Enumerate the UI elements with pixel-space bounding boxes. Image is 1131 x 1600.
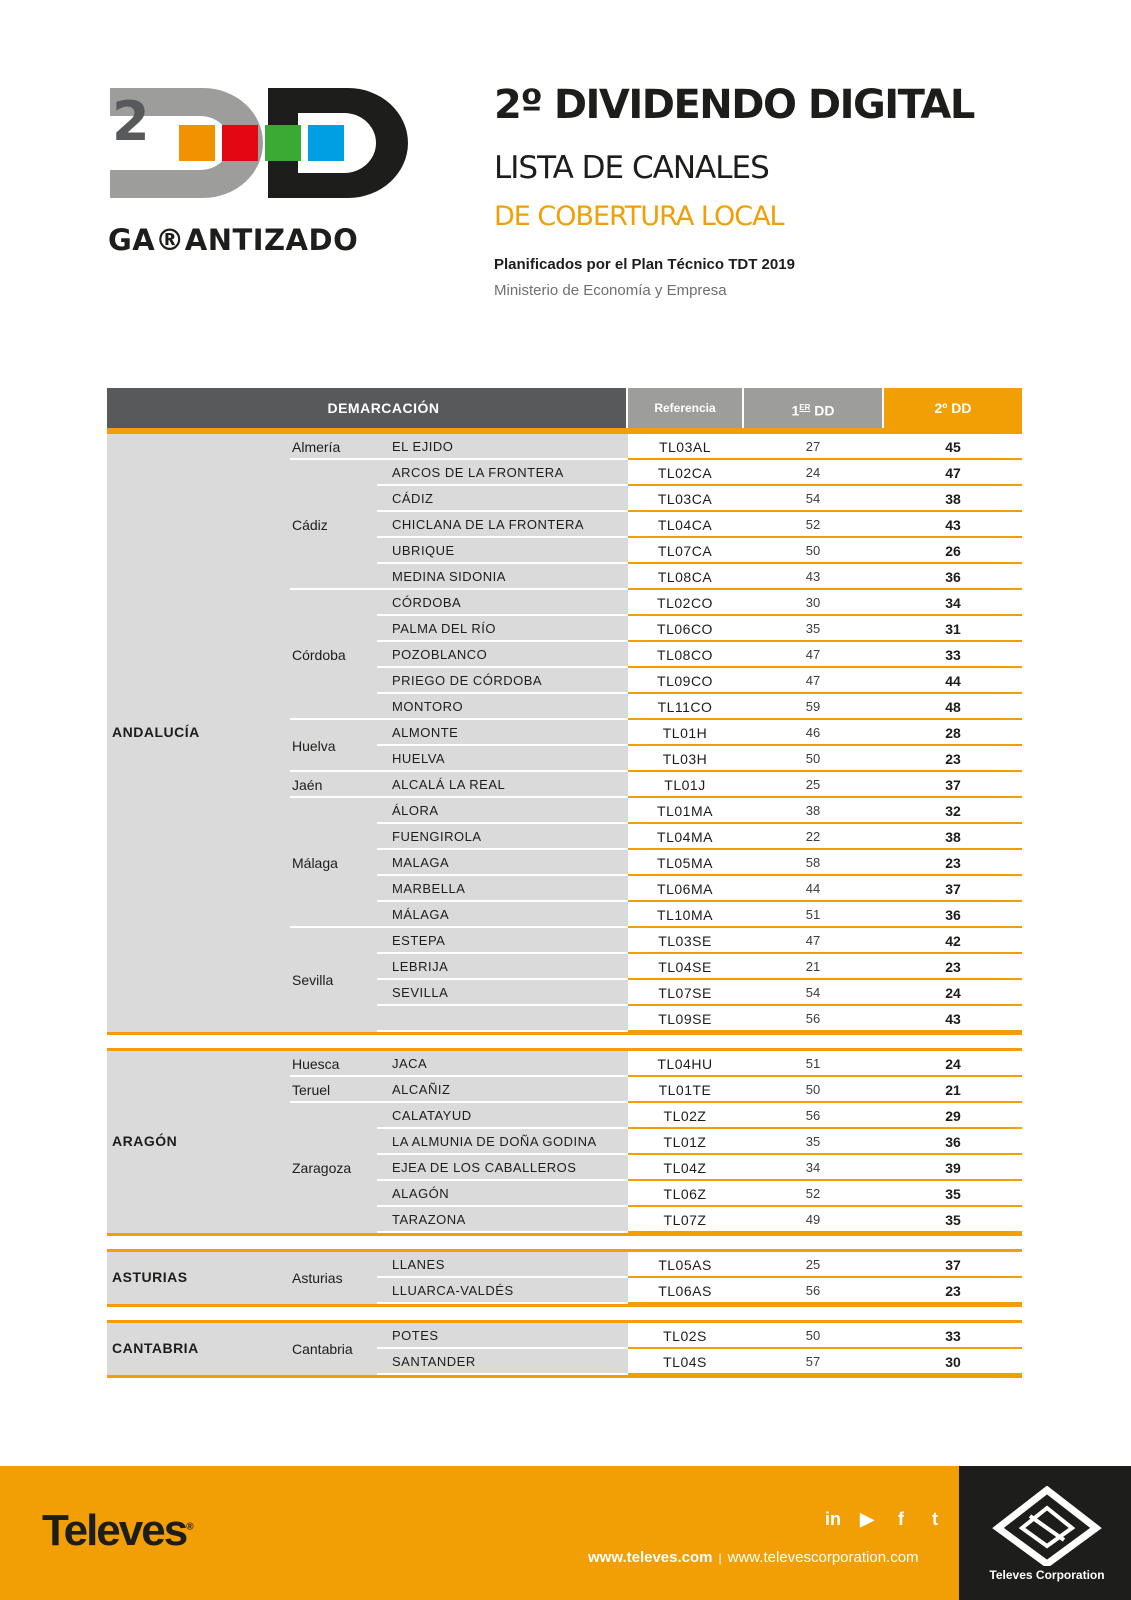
- table-row: [107, 1323, 1022, 1349]
- first-dd-channel: 52: [805, 1186, 821, 1201]
- reference-code: TL06Z: [663, 1186, 707, 1202]
- reference-code: TL04HU: [657, 1056, 713, 1072]
- reference-code: TL04SE: [658, 959, 712, 975]
- row-divider: [628, 484, 1022, 486]
- province-name: Málaga: [292, 855, 338, 871]
- second-dd-channel: 43: [945, 517, 961, 533]
- row-divider: [628, 666, 1022, 668]
- row-divider: [628, 1179, 1022, 1181]
- city-name: MONTORO: [392, 699, 464, 714]
- table-row: [107, 1051, 1022, 1077]
- second-dd-channel: 39: [945, 1160, 961, 1176]
- table-row: [107, 1207, 1022, 1233]
- city-name: MEDINA SIDONIA: [392, 569, 506, 584]
- reference-code: TL06MA: [657, 881, 713, 897]
- second-dd-channel: 37: [945, 1257, 961, 1273]
- second-dd-channel: 48: [945, 699, 961, 715]
- second-dd-channel: 37: [945, 777, 961, 793]
- row-divider: [628, 822, 1022, 824]
- second-dd-channel: 28: [945, 725, 961, 741]
- row-divider: [628, 536, 1022, 538]
- header-referencia: Referencia: [628, 388, 742, 428]
- table-row: [107, 590, 1022, 616]
- second-dd-channel: 23: [945, 1283, 961, 1299]
- region-group: [107, 1320, 1022, 1378]
- televescorporation-url[interactable]: www.televescorporation.com: [727, 1549, 919, 1566]
- first-dd-channel: 47: [805, 933, 821, 948]
- city-name: TARAZONA: [392, 1212, 466, 1227]
- table-row: [107, 902, 1022, 928]
- city-name: LA ALMUNIA DE DOÑA GODINA: [392, 1134, 597, 1149]
- table-row: [107, 850, 1022, 876]
- city-name: ALCAÑIZ: [392, 1082, 451, 1097]
- first-dd-channel: 50: [805, 543, 821, 558]
- table-body: [107, 431, 1022, 1378]
- second-dd-channel: 33: [945, 1328, 961, 1344]
- row-divider: [628, 770, 1022, 772]
- second-dd-channel: 47: [945, 465, 961, 481]
- row-divider: [628, 1127, 1022, 1129]
- reference-code: TL09SE: [658, 1011, 712, 1027]
- province-name: Zaragoza: [292, 1160, 352, 1176]
- table-row: [107, 1252, 1022, 1278]
- row-divider: [628, 458, 1022, 460]
- second-dd-channel: 23: [945, 751, 961, 767]
- table-row: [107, 980, 1022, 1006]
- header-first-dd: 1ER DD: [744, 388, 882, 428]
- row-divider: [628, 510, 1022, 512]
- province-name: Cantabria: [292, 1341, 353, 1357]
- row-divider: [628, 1101, 1022, 1103]
- second-dd-channel: 23: [945, 959, 961, 975]
- table-row: [107, 512, 1022, 538]
- table-row: [107, 1278, 1022, 1304]
- reference-code: TL01MA: [657, 803, 713, 819]
- city-name: ALMONTE: [392, 725, 459, 740]
- reference-code: TL04CA: [657, 517, 713, 533]
- first-dd-channel: 56: [805, 1011, 821, 1026]
- row-divider: [628, 640, 1022, 642]
- city-name: SEVILLA: [392, 985, 449, 1000]
- reference-code: TL08CA: [657, 569, 713, 585]
- region-group: [107, 1048, 1022, 1236]
- channel-table: [107, 388, 1022, 1378]
- province-name: Asturias: [292, 1270, 343, 1286]
- row-divider: [628, 926, 1022, 928]
- second-dd-channel: 21: [945, 1082, 961, 1098]
- row-divider: [628, 978, 1022, 980]
- city-name: ARCOS DE LA FRONTERA: [392, 465, 564, 480]
- row-divider: [628, 1373, 1022, 1375]
- row-divider: [628, 848, 1022, 850]
- city-name: CALATAYUD: [392, 1108, 472, 1123]
- twitter-icon[interactable]: t: [932, 1509, 938, 1529]
- blue-square: [308, 125, 344, 161]
- region-group: [107, 431, 1022, 1035]
- city-name: ALCALÁ LA REAL: [392, 777, 506, 792]
- table-row: [107, 746, 1022, 772]
- first-dd-channel: 44: [805, 881, 821, 896]
- second-dd-channel: 38: [945, 829, 961, 845]
- reference-code: TL03CA: [657, 491, 713, 507]
- region-name: CANTABRIA: [112, 1340, 199, 1356]
- second-dd-channel: 36: [945, 569, 961, 585]
- table-row: [107, 616, 1022, 642]
- table-row: [107, 642, 1022, 668]
- reference-code: TL10MA: [657, 907, 713, 923]
- youtube-icon[interactable]: ▶: [860, 1509, 874, 1529]
- city-name: LLANES: [392, 1257, 445, 1272]
- first-dd-channel: 54: [805, 985, 821, 1000]
- first-dd-channel: 50: [805, 1082, 821, 1097]
- second-dd-channel: 38: [945, 491, 961, 507]
- row-divider: [628, 1276, 1022, 1278]
- city-name: EL EJIDO: [392, 439, 454, 454]
- province-name: Sevilla: [292, 972, 334, 988]
- red-square: [222, 125, 258, 161]
- city-name: SANTANDER: [392, 1354, 476, 1369]
- televes-brand: Televes®: [42, 1506, 194, 1555]
- second-dd-channel: 44: [945, 673, 961, 689]
- city-name: EJEA DE LOS CABALLEROS: [392, 1160, 577, 1175]
- first-dd-channel: 25: [805, 777, 821, 792]
- table-row: [107, 1349, 1022, 1375]
- url-separator: |: [718, 1551, 722, 1565]
- first-dd-channel: 27: [805, 439, 821, 454]
- table-row: [107, 694, 1022, 720]
- second-dd-channel: 37: [945, 881, 961, 897]
- city-name: JACA: [392, 1056, 428, 1071]
- table-row: [107, 928, 1022, 954]
- first-dd-channel: 52: [805, 517, 821, 532]
- reference-code: TL02S: [663, 1328, 707, 1344]
- table-row: [107, 876, 1022, 902]
- reference-code: TL07Z: [663, 1212, 707, 1228]
- logo-number: 2: [112, 90, 150, 153]
- second-dd-channel: 42: [945, 933, 961, 949]
- first-dd-channel: 56: [805, 1283, 821, 1298]
- reference-code: TL03SE: [658, 933, 712, 949]
- footer-urls: [588, 1549, 919, 1566]
- table-header: [107, 388, 1022, 431]
- televes-url[interactable]: www.televes.com: [588, 1549, 713, 1566]
- orange-square: [179, 125, 215, 161]
- header-demarcacion: DEMARCACIÓN: [107, 388, 626, 428]
- table-row: [107, 538, 1022, 564]
- row-divider: [628, 718, 1022, 720]
- first-dd-channel: 25: [805, 1257, 821, 1272]
- reference-code: TL08CO: [657, 647, 713, 663]
- row-divider: [628, 952, 1022, 954]
- table-row: [107, 1155, 1022, 1181]
- reference-code: TL01J: [664, 777, 706, 793]
- reference-code: TL02CA: [657, 465, 713, 481]
- footer: [0, 1466, 1131, 1600]
- first-dd-channel: 30: [805, 595, 821, 610]
- reference-code: TL07CA: [657, 543, 713, 559]
- reference-code: TL09CO: [657, 673, 713, 689]
- city-name: POTES: [392, 1328, 439, 1343]
- table-row: [107, 434, 1022, 460]
- row-divider: [628, 1030, 1022, 1032]
- first-dd-channel: 51: [805, 907, 821, 922]
- reference-code: TL07SE: [658, 985, 712, 1001]
- reference-code: TL02CO: [657, 595, 713, 611]
- reference-code: TL06CO: [657, 621, 713, 637]
- second-dd-channel: 36: [945, 907, 961, 923]
- table-row: [107, 720, 1022, 746]
- second-dd-channel: 29: [945, 1108, 961, 1124]
- second-dd-channel: 35: [945, 1186, 961, 1202]
- page-subtitle-accent: DE COBERTURA LOCAL: [494, 201, 784, 232]
- table-row: [107, 486, 1022, 512]
- first-dd-channel: 50: [805, 1328, 821, 1343]
- region-name: ANDALUCÍA: [112, 724, 200, 740]
- city-name: CÓRDOBA: [392, 595, 462, 610]
- province-name: Cádiz: [292, 517, 328, 533]
- city-name: HUELVA: [392, 751, 446, 766]
- city-name: MALAGA: [392, 855, 450, 870]
- table-row: [107, 564, 1022, 590]
- table-row: [107, 1077, 1022, 1103]
- table-row: [107, 772, 1022, 798]
- row-divider: [628, 1153, 1022, 1155]
- table-row: [107, 1181, 1022, 1207]
- city-name: PRIEGO DE CÓRDOBA: [392, 673, 543, 688]
- row-divider: [628, 614, 1022, 616]
- first-dd-channel: 57: [805, 1354, 821, 1369]
- first-dd-channel: 54: [805, 491, 821, 506]
- row-divider: [628, 900, 1022, 902]
- table-row: [107, 668, 1022, 694]
- row-divider: [628, 1347, 1022, 1349]
- row-divider: [628, 1004, 1022, 1006]
- ministry-note: Ministerio de Economía y Empresa: [494, 282, 727, 299]
- first-dd-channel: 38: [805, 803, 821, 818]
- first-dd-channel: 59: [805, 699, 821, 714]
- region-group: [107, 1249, 1022, 1307]
- reference-code: TL11CO: [657, 699, 713, 715]
- region-name: ARAGÓN: [112, 1133, 178, 1149]
- televes-corporation-name: Televes Corporation: [989, 1568, 1105, 1582]
- reference-code: TL01TE: [658, 1082, 712, 1098]
- table-row: [107, 1006, 1022, 1032]
- row-divider: [628, 588, 1022, 590]
- province-name: Almería: [292, 439, 341, 455]
- first-dd-channel: 21: [805, 959, 821, 974]
- city-name: POZOBLANCO: [392, 647, 488, 662]
- city-name: MARBELLA: [392, 881, 466, 896]
- city-name: UBRIQUE: [392, 543, 455, 558]
- city-name: LLUARCA-VALDÉS: [392, 1283, 514, 1298]
- table-row: [107, 798, 1022, 824]
- page-subtitle: LISTA DE CANALES: [494, 150, 769, 186]
- reference-code: TL04MA: [657, 829, 713, 845]
- linkedin-icon[interactable]: in: [825, 1509, 841, 1529]
- first-dd-channel: 51: [805, 1056, 821, 1071]
- second-dd-channel: 30: [945, 1354, 961, 1370]
- province-name: Córdoba: [292, 647, 346, 663]
- first-dd-channel: 58: [805, 855, 821, 870]
- city-name: MÁLAGA: [392, 907, 450, 922]
- row-divider: [628, 1205, 1022, 1207]
- second-dd-channel: 23: [945, 855, 961, 871]
- row-divider: [628, 1075, 1022, 1077]
- second-dd-channel: 24: [945, 985, 961, 1001]
- plan-note: Planificados por el Plan Técnico TDT 2019: [494, 256, 795, 273]
- reference-code: TL02Z: [663, 1108, 707, 1124]
- reference-code: TL06AS: [658, 1283, 712, 1299]
- second-dd-channel: 35: [945, 1212, 961, 1228]
- table-row: [107, 1103, 1022, 1129]
- logo-text: GA®ANTIZADO: [108, 223, 359, 257]
- second-dd-channel: 33: [945, 647, 961, 663]
- first-dd-channel: 47: [805, 647, 821, 662]
- province-name: Teruel: [292, 1082, 331, 1098]
- row-divider: [628, 562, 1022, 564]
- second-dd-channel: 36: [945, 1134, 961, 1150]
- televes-corporation-logo-icon: [992, 1486, 1102, 1566]
- row-divider: [628, 1231, 1022, 1233]
- first-dd-channel: 35: [805, 1134, 821, 1149]
- header-second-dd: 2º DD: [884, 388, 1022, 428]
- region-name: ASTURIAS: [112, 1269, 188, 1285]
- reference-code: TL03H: [662, 751, 708, 767]
- facebook-icon[interactable]: f: [898, 1509, 904, 1529]
- first-dd-channel: 50: [805, 751, 821, 766]
- green-square: [265, 125, 301, 161]
- second-dd-channel: 32: [945, 803, 961, 819]
- second-dd-channel: 26: [945, 543, 961, 559]
- first-dd-channel: 46: [805, 725, 821, 740]
- first-dd-channel: 43: [805, 569, 821, 584]
- city-name: PALMA DEL RÍO: [392, 621, 497, 636]
- reference-code: TL05MA: [657, 855, 713, 871]
- second-dd-channel: 45: [945, 439, 961, 455]
- city-name: FUENGIROLA: [392, 829, 482, 844]
- first-dd-channel: 49: [805, 1212, 821, 1227]
- second-dd-channel: 31: [945, 621, 961, 637]
- reference-code: TL05AS: [658, 1257, 712, 1273]
- province-name: Jaén: [292, 777, 323, 793]
- page-title: 2º DIVIDENDO DIGITAL: [494, 82, 974, 128]
- city-name: LEBRIJA: [392, 959, 449, 974]
- social-links: [822, 1508, 946, 1530]
- first-dd-channel: 35: [805, 621, 821, 636]
- first-dd-channel: 56: [805, 1108, 821, 1123]
- row-divider: [628, 744, 1022, 746]
- first-dd-channel: 34: [805, 1160, 821, 1175]
- row-divider: [628, 692, 1022, 694]
- city-name: ESTEPA: [392, 933, 446, 948]
- first-dd-channel: 22: [805, 829, 821, 844]
- reference-code: TL04Z: [663, 1160, 707, 1176]
- city-name: ALAGÓN: [392, 1186, 450, 1201]
- reference-code: TL03AL: [658, 439, 712, 455]
- table-row: [107, 824, 1022, 850]
- reference-code: TL01H: [662, 725, 708, 741]
- city-name: CÁDIZ: [392, 491, 434, 506]
- reference-code: TL01Z: [663, 1134, 707, 1150]
- reference-code: TL04S: [663, 1354, 707, 1370]
- table-row: [107, 460, 1022, 486]
- second-dd-channel: 24: [945, 1056, 961, 1072]
- first-dd-channel: 47: [805, 673, 821, 688]
- province-name: Huelva: [292, 738, 336, 754]
- city-name: CHICLANA DE LA FRONTERA: [392, 517, 585, 532]
- row-divider: [628, 796, 1022, 798]
- table-row: [107, 954, 1022, 980]
- row-divider: [628, 874, 1022, 876]
- city-name: ÁLORA: [392, 803, 439, 818]
- second-dd-channel: 34: [945, 595, 961, 611]
- second-dd-channel: 43: [945, 1011, 961, 1027]
- row-divider: [628, 1302, 1022, 1304]
- first-dd-channel: 24: [805, 465, 821, 480]
- table-row: [107, 1129, 1022, 1155]
- province-name: Huesca: [292, 1056, 340, 1072]
